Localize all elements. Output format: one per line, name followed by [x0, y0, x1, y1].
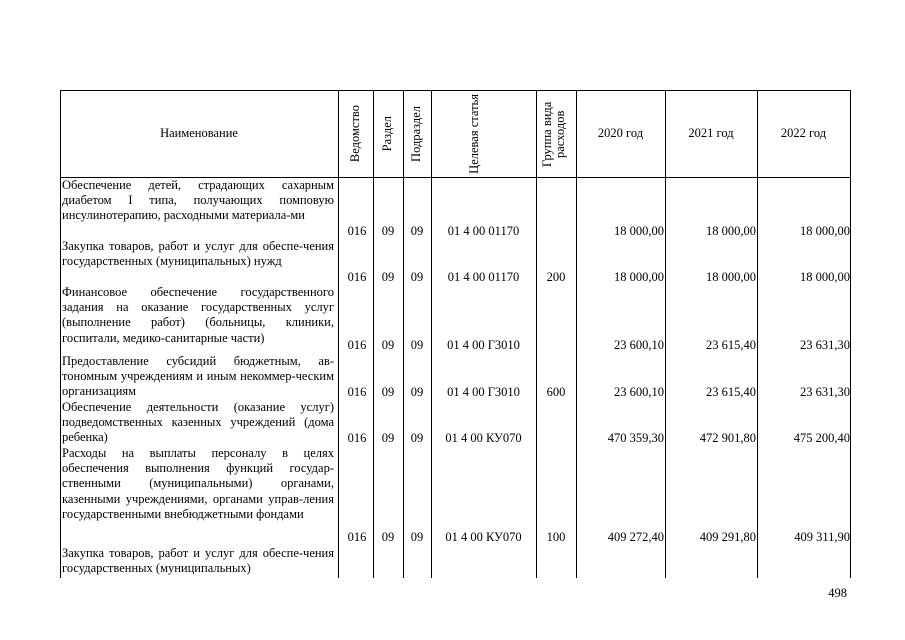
row-celevaya: 01 4 00 01170 — [447, 270, 520, 284]
row-name: Закупка товаров, работ и услуг для обеспе-чения государственных (муниципальных) нужд — [62, 239, 334, 269]
row-name: Предоставление субсидий бюджетным, ав-тономным учреждениям и иным некоммер-ческим организациям — [62, 354, 334, 399]
row-name: Обеспечение деятельности (оказание услуг) подведомственных казенных учреждений (дома ребенка) — [62, 400, 334, 445]
row-vedomstvo: 016 — [347, 385, 367, 399]
header-gruppa-cell — [536, 90, 576, 177]
row-2020: 470 359,30 — [607, 431, 664, 445]
header-2020: 2020 год — [597, 126, 644, 140]
header-celevaya-cell — [431, 90, 536, 177]
header-vedomstvo-cell — [338, 90, 373, 177]
row-name: Расходы на выплаты персоналу в целях обеспечения выполнения функций государ-ственными (муниципальными) органами, казенными учреждениями, органами управ-ления государственными внебюджетными фондами — [62, 446, 334, 521]
row-2022: 475 200,40 — [793, 431, 850, 445]
row-2021: 23 615,40 — [706, 385, 756, 399]
row-2022: 18 000,00 — [800, 224, 850, 238]
row-2021: 409 291,80 — [699, 530, 756, 544]
row-2021: 23 615,40 — [706, 338, 756, 352]
row-razdel: 09 — [381, 270, 395, 284]
row-vedomstvo: 016 — [347, 270, 367, 284]
row-name: Закупка товаров, работ и услуг для обеспе-чения государственных (муниципальных) — [62, 546, 334, 576]
row-podrazdel: 09 — [410, 385, 424, 399]
budget-table — [60, 90, 851, 578]
row-razdel: 09 — [381, 338, 395, 352]
row-razdel: 09 — [381, 431, 395, 445]
row-2022: 18 000,00 — [800, 270, 850, 284]
row-name: Финансовое обеспечение государственного задания на оказание государственных услуг (выполнение работ) (больницы, клиники, госпитали, медико-санитарные части) — [62, 285, 334, 345]
row-vedomstvo: 016 — [347, 431, 367, 445]
row-vedomstvo: 016 — [347, 224, 367, 238]
row-razdel: 09 — [381, 385, 395, 399]
header-razdel-cell — [373, 90, 403, 177]
header-vedomstvo: Ведомство — [347, 104, 362, 163]
header-2021: 2021 год — [688, 126, 734, 140]
row-vedomstvo: 016 — [347, 338, 367, 352]
row-name: Обеспечение детей, страдающих сахарным диабетом I типа, получающих помповую инсулинотерапию, расходными материала-ми — [62, 178, 334, 223]
row-razdel: 09 — [381, 530, 395, 544]
header-podrazdel: Подраздел — [409, 105, 424, 162]
row-razdel: 09 — [381, 224, 395, 238]
row-podrazdel: 09 — [410, 338, 424, 352]
row-vedomstvo: 016 — [347, 530, 367, 544]
row-celevaya: 01 4 00 КУ070 — [445, 530, 522, 544]
row-2021: 18 000,00 — [706, 270, 756, 284]
header-name: Наименование — [160, 126, 238, 140]
row-gruppa: 200 — [546, 270, 566, 284]
table-border-right — [850, 90, 851, 578]
row-2020: 18 000,00 — [614, 270, 664, 284]
row-gruppa: 100 — [546, 530, 566, 544]
row-celevaya: 01 4 00 01170 — [447, 224, 520, 238]
row-celevaya: 01 4 00 КУ070 — [445, 431, 522, 445]
header-podrazdel-cell — [403, 90, 431, 177]
row-2022: 409 311,90 — [794, 530, 850, 544]
row-2020: 23 600,10 — [614, 385, 664, 399]
row-2021: 472 901,80 — [699, 431, 756, 445]
row-podrazdel: 09 — [410, 270, 424, 284]
page-number: 498 — [828, 586, 847, 600]
row-celevaya: 01 4 00 Г3010 — [447, 385, 520, 399]
header-gruppa: Группа вида расходов — [540, 100, 568, 167]
header-celevaya: Целевая статья — [466, 93, 481, 174]
row-podrazdel: 09 — [410, 224, 424, 238]
row-celevaya: 01 4 00 Г3010 — [447, 338, 520, 352]
header-razdel: Раздел — [380, 115, 395, 152]
row-2022: 23 631,30 — [800, 385, 850, 399]
row-podrazdel: 09 — [410, 530, 424, 544]
row-2022: 23 631,30 — [800, 338, 850, 352]
row-2020: 23 600,10 — [614, 338, 664, 352]
row-2020: 18 000,00 — [614, 224, 664, 238]
row-2020: 409 272,40 — [607, 530, 664, 544]
header-2022: 2022 год — [780, 126, 827, 140]
row-2021: 18 000,00 — [706, 224, 756, 238]
row-gruppa: 600 — [546, 385, 566, 399]
row-podrazdel: 09 — [410, 431, 424, 445]
